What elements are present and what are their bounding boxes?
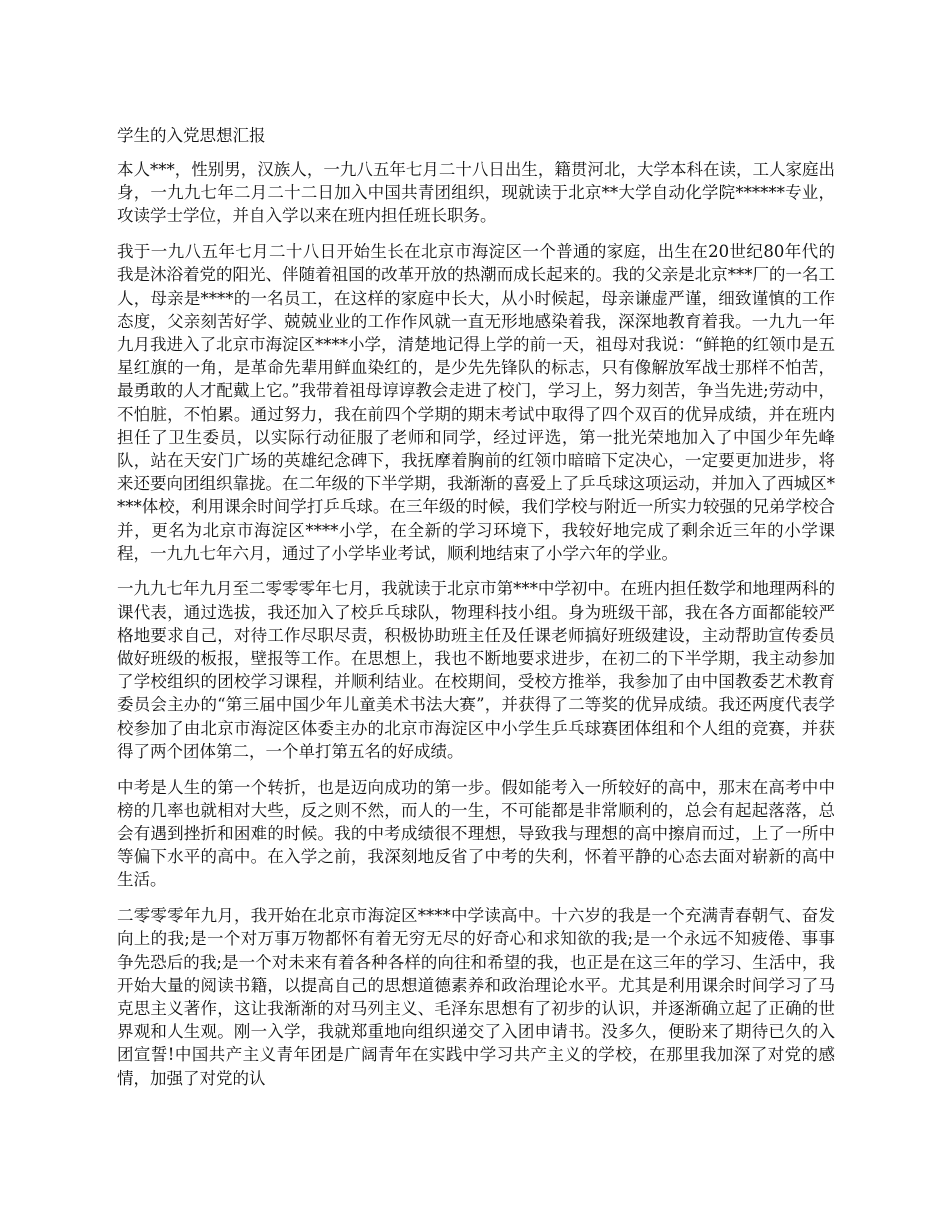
paragraph-childhood-primary-school: 我于一九八五年七月二十八日开始生长在北京市海淀区一个普通的家庭，出生在20世纪80年代的我是沐浴着党的阳光、伴随着祖国的改革开放的热潮而成长起来的。我的父亲是北京***厂的一名工人，母亲是****的一名员工，在这样的家庭中长大，从小时候起，母亲谦虚严谨，细致谨慎的工作态度，父亲刻苦好学、兢兢业业的工作作风就一直无形地感染着我，深深地教育着我。一九九一年九月我进入了北京市海淀区****小学，清楚地记得上学的前一天，祖母对我说：“鲜艳的红领巾是五星红旗的一角，是革命先辈用鲜血染红的，是少先先锋队的标志，只有像解放军战士那样不怕苦，最勇敢的人才配戴上它。”我带着祖母谆谆教会走进了校门，学习上，努力刻苦，争当先进;劳动中，不怕脏，不怕累。通过努力，我在前四个学期的期末考试中取得了四个双百的优异成绩，并在班内担任了卫生委员，以实际行动征服了老师和同学，经过评选，第一批光荣地加入了中国少年先峰队，站在天安门广场的英雄纪念碑下，我抚摩着胸前的红领巾暗暗下定决心，一定要更加进步，将来还要向团组织靠拢。在二年级的下半学期，我渐渐的喜爱上了乒乓球这项运动，并加入了西城区****体校，利用课余时间学打乒乓球。在三年级的时候，我们学校与附近一所实力较强的兄弟学校合并，更名为北京市海淀区****小学，在全新的学习环境下，我较好地完成了剩余近三年的小学课程，一九九七年六月，通过了小学毕业考试，顺利地结束了小学六年的学业。 (117, 242, 835, 563)
paragraph-senior-high: 二零零零年九月，我开始在北京市海淀区****中学读高中。十六岁的我是一个充满青春朝气、奋发向上的我;是一个对万事万物都怀有着无穷无尽的好奇心和求知欲的我;是一个永远不知疲倦、事事争先恐后的我;是一个对未来有着各种各样的向往和希望的我，也正是在这三年的学习、生活中，我开始大量的阅读书籍，以提高自己的思想道德素养和政治理论水平。尤其是利用课余时间学习了马克思主义著作，这让我渐渐的对马列主义、毛泽东思想有了初步的认识，并逐渐确立起了正确的世界观和人生观。刚一入学，我就郑重地向组织递交了入团申请书。没多久，便盼来了期待已久的入团宣誓!中国共产主义青年团是广阔青年在实践中学习共产主义的学校，在那里我加深了对党的感情，加强了对党的认 (117, 906, 835, 1088)
paragraph-personal-info: 本人***，性别男，汉族人，一九八五年七月二十八日出生，籍贯河北，大学本科在读，工人家庭出身，一九九七年二月二十二日加入中国共青团组织，现就读于北京**大学自动化学院******专业，攻读学士学位，并自入学以来在班内担任班长职务。 (117, 160, 835, 226)
document-title: 学生的入党思想汇报 (117, 126, 266, 145)
paragraph-junior-high: 一九九七年九月至二零零零年七月，我就读于北京市第***中学初中。在班内担任数学和地理两科的课代表，通过选拔，我还加入了校乒乓球队，物理科技小组。身为班级干部，我在各方面都能较严格地要求自己，对待工作尽职尽责，积极协助班主任及任课老师搞好班级建设，主动帮助宣传委员做好班级的板报，壁报等工作。在思想上，我也不断地要求进步，在初二的下半学期，我主动参加了学校组织的团校学习课程，并顺利结业。在校期间，受校方推举，我参加了由中国教委艺术教育委员会主办的“第三届中国少年儿童美术书法大赛”，并获得了二等奖的优异成绩。我还两度代表学校参加了由北京市海淀区体委主办的北京市海淀区中小学生乒乓球赛团体组和个人组的竞赛，并获得了两个团体第二，一个单打第五名的好成绩。 (117, 579, 835, 761)
paragraph-entrance-exam: 中考是人生的第一个转折，也是迈向成功的第一步。假如能考入一所较好的高中，那末在高考中中榜的几率也就相对大些，反之则不然，而人的一生，不可能都是非常顺利的，总会有起起落落，总会有遇到挫折和困难的时候。我的中考成绩很不理想，导致我与理想的高中擦肩而过，上了一所中等偏下水平的高中。在入学之前，我深刻地反省了中考的失利，怀着平静的心态去面对崭新的高中生活。 (117, 777, 835, 890)
document-page (117, 124, 835, 1102)
